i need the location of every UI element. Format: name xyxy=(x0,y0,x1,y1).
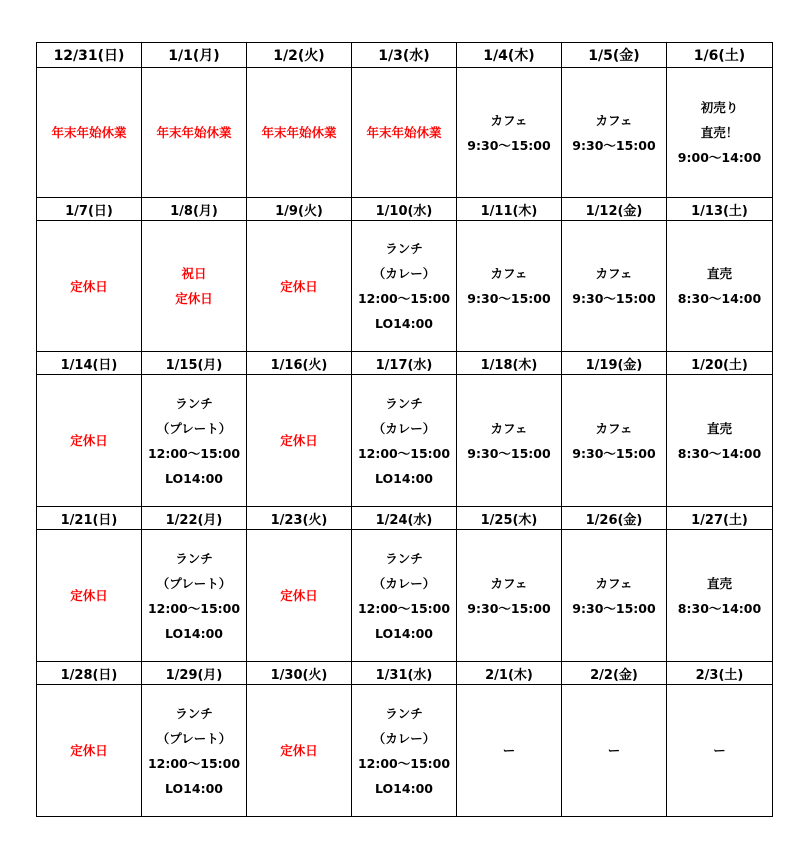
schedule-row xyxy=(37,685,773,817)
schedule-text: 9:30〜15:00 xyxy=(572,600,656,616)
schedule-text: 8:30〜14:00 xyxy=(677,600,762,616)
date-cell: 2/1(木) xyxy=(457,662,562,685)
open-day-cell xyxy=(562,530,667,662)
schedule-text: （カレー） xyxy=(372,730,436,746)
closed-day-cell xyxy=(247,685,352,817)
open-day-cell xyxy=(457,375,562,507)
open-day-cell xyxy=(562,68,667,198)
schedule-text: 直売！ xyxy=(700,125,739,140)
date-cell: 2/2(金) xyxy=(562,662,667,685)
schedule-text: 定休日 xyxy=(280,588,318,603)
schedule-text: 12:00〜15:00 xyxy=(357,755,451,771)
date-cell: 1/28(日) xyxy=(37,662,142,685)
date-cell: 1/30(火) xyxy=(247,662,352,685)
date-cell: 1/22(月) xyxy=(142,507,247,530)
schedule-text: LO14:00 xyxy=(165,470,223,486)
schedule-text: 9:30〜15:00 xyxy=(467,445,551,461)
schedule-text: 9:30〜15:00 xyxy=(467,137,551,153)
schedule-text: 12:00〜15:00 xyxy=(357,445,451,461)
closed-day-cell xyxy=(247,375,352,507)
schedule-text: 9:30〜15:00 xyxy=(572,445,656,461)
open-day-cell xyxy=(457,221,562,352)
schedule-text: （プレート） xyxy=(156,730,232,746)
schedule-text: 定休日 xyxy=(70,433,108,448)
schedule-text: 12:00〜15:00 xyxy=(147,755,241,771)
schedule-text: （プレート） xyxy=(156,575,232,591)
schedule-text: （カレー） xyxy=(372,420,436,436)
closed-day-cell xyxy=(37,685,142,817)
open-day-cell xyxy=(352,375,457,507)
schedule-text: 祝日 xyxy=(181,266,207,281)
schedule-text: 初売り xyxy=(700,100,739,115)
schedule-text: カフェ xyxy=(595,420,633,436)
schedule-text: 定休日 xyxy=(70,743,108,758)
closed-day-cell xyxy=(247,68,352,198)
date-cell: 1/27(土) xyxy=(667,507,773,530)
schedule-calendar xyxy=(36,42,773,817)
schedule-row xyxy=(37,68,773,198)
schedule-text: カフェ xyxy=(490,266,528,281)
date-row xyxy=(37,352,773,375)
date-cell: 1/12(金) xyxy=(562,198,667,221)
schedule-text: LO14:00 xyxy=(165,780,223,796)
schedule-row xyxy=(37,375,773,507)
schedule-text: 9:30〜15:00 xyxy=(572,137,656,153)
date-cell: 1/5(金) xyxy=(562,43,667,68)
schedule-text: 定休日 xyxy=(70,278,108,294)
date-cell: 1/21(日) xyxy=(37,507,142,530)
date-cell: 1/8(月) xyxy=(142,198,247,221)
closed-day-cell xyxy=(142,68,247,198)
open-day-cell xyxy=(352,221,457,352)
closed-day-cell xyxy=(37,68,142,198)
date-cell: 1/1(月) xyxy=(142,43,247,68)
date-cell: 1/17(水) xyxy=(352,352,457,375)
date-cell: 1/23(火) xyxy=(247,507,352,530)
schedule-text: 定休日 xyxy=(280,743,318,758)
schedule-text: カフェ xyxy=(595,266,633,281)
no-service-dash: ー xyxy=(713,743,726,758)
schedule-text: カフェ xyxy=(595,575,633,591)
closed-day-cell xyxy=(37,375,142,507)
schedule-text: カフェ xyxy=(490,420,528,436)
no-service-dash: ー xyxy=(607,743,621,758)
open-day-cell xyxy=(457,685,562,817)
schedule-text: ランチ xyxy=(385,395,423,411)
schedule-text: LO14:00 xyxy=(375,316,433,331)
date-cell: 1/11(木) xyxy=(457,198,562,221)
open-day-cell xyxy=(562,685,667,817)
date-cell: 1/9(火) xyxy=(247,198,352,221)
date-row xyxy=(37,662,773,685)
closed-day-cell xyxy=(352,68,457,198)
date-cell: 1/13(土) xyxy=(667,198,773,221)
schedule-text: 9:00〜14:00 xyxy=(677,150,762,165)
schedule-text: カフェ xyxy=(490,575,528,591)
schedule-text: 定休日 xyxy=(175,291,213,306)
schedule-text: 直売 xyxy=(706,575,732,591)
closed-day-cell xyxy=(142,221,247,352)
open-day-cell xyxy=(562,221,667,352)
schedule-text: ランチ xyxy=(175,705,213,721)
schedule-text: カフェ xyxy=(490,112,528,128)
schedule-text: LO14:00 xyxy=(375,625,433,641)
date-cell: 1/6(土) xyxy=(667,43,773,68)
schedule-text: 定休日 xyxy=(280,278,318,294)
date-cell: 1/4(木) xyxy=(457,43,562,68)
date-cell: 2/3(土) xyxy=(667,662,773,685)
date-cell: 1/29(月) xyxy=(142,662,247,685)
schedule-text: 8:30〜14:00 xyxy=(677,291,762,306)
schedule-text: 8:30〜14:00 xyxy=(677,445,762,461)
open-day-cell xyxy=(457,530,562,662)
schedule-text: 定休日 xyxy=(70,588,108,603)
schedule-text: 12:00〜15:00 xyxy=(147,445,241,461)
schedule-text: 12:00〜15:00 xyxy=(147,600,241,616)
schedule-row xyxy=(37,530,773,662)
schedule-text: （プレート） xyxy=(156,420,232,436)
date-cell: 1/16(火) xyxy=(247,352,352,375)
date-cell: 1/2(火) xyxy=(247,43,352,68)
date-cell: 1/18(木) xyxy=(457,352,562,375)
date-cell: 1/24(水) xyxy=(352,507,457,530)
open-day-cell xyxy=(667,221,773,352)
date-cell: 1/31(水) xyxy=(352,662,457,685)
date-cell: 1/25(木) xyxy=(457,507,562,530)
schedule-text: 9:30〜15:00 xyxy=(572,291,656,306)
schedule-text: 9:30〜15:00 xyxy=(467,600,551,616)
schedule-text: ランチ xyxy=(385,550,423,566)
date-row xyxy=(37,198,773,221)
date-row xyxy=(37,43,773,68)
date-cell: 12/31(日) xyxy=(37,43,142,68)
schedule-text: 年末年始休業 xyxy=(156,125,232,140)
schedule-text: カフェ xyxy=(595,112,633,128)
calendar-body xyxy=(37,43,773,817)
schedule-text: LO14:00 xyxy=(165,625,223,641)
schedule-text: （カレー） xyxy=(372,575,436,591)
no-service-dash: ー xyxy=(502,743,516,758)
date-cell: 1/15(月) xyxy=(142,352,247,375)
open-day-cell xyxy=(142,685,247,817)
schedule-text: 12:00〜15:00 xyxy=(357,291,451,306)
open-day-cell xyxy=(667,530,773,662)
schedule-text: 12:00〜15:00 xyxy=(357,600,451,616)
open-day-cell xyxy=(352,530,457,662)
open-day-cell xyxy=(667,68,773,198)
open-day-cell xyxy=(667,375,773,507)
schedule-text: ランチ xyxy=(385,241,423,256)
closed-day-cell xyxy=(247,530,352,662)
date-cell: 1/7(日) xyxy=(37,198,142,221)
closed-day-cell xyxy=(37,530,142,662)
schedule-text: LO14:00 xyxy=(375,780,433,796)
date-cell: 1/14(日) xyxy=(37,352,142,375)
open-day-cell xyxy=(667,685,773,817)
open-day-cell xyxy=(562,375,667,507)
schedule-row xyxy=(37,221,773,352)
schedule-text: ランチ xyxy=(385,705,423,721)
schedule-text: 年末年始休業 xyxy=(51,125,127,140)
open-day-cell xyxy=(457,68,562,198)
closed-day-cell xyxy=(37,221,142,352)
date-cell: 1/10(水) xyxy=(352,198,457,221)
schedule-text: 定休日 xyxy=(280,433,318,448)
schedule-text: 年末年始休業 xyxy=(366,125,442,140)
schedule-text: 年末年始休業 xyxy=(261,125,337,140)
schedule-text: ランチ xyxy=(175,395,213,411)
date-row xyxy=(37,507,773,530)
schedule-text: （カレー） xyxy=(372,266,436,281)
schedule-text: ランチ xyxy=(175,550,213,566)
date-cell: 1/20(土) xyxy=(667,352,773,375)
schedule-text: 直売 xyxy=(706,420,732,436)
schedule-text: LO14:00 xyxy=(375,470,433,486)
closed-day-cell xyxy=(247,221,352,352)
open-day-cell xyxy=(142,375,247,507)
date-cell: 1/3(水) xyxy=(352,43,457,68)
open-day-cell xyxy=(142,530,247,662)
open-day-cell xyxy=(352,685,457,817)
schedule-text: 直売 xyxy=(706,266,732,281)
schedule-text: 9:30〜15:00 xyxy=(467,291,551,306)
date-cell: 1/19(金) xyxy=(562,352,667,375)
date-cell: 1/26(金) xyxy=(562,507,667,530)
